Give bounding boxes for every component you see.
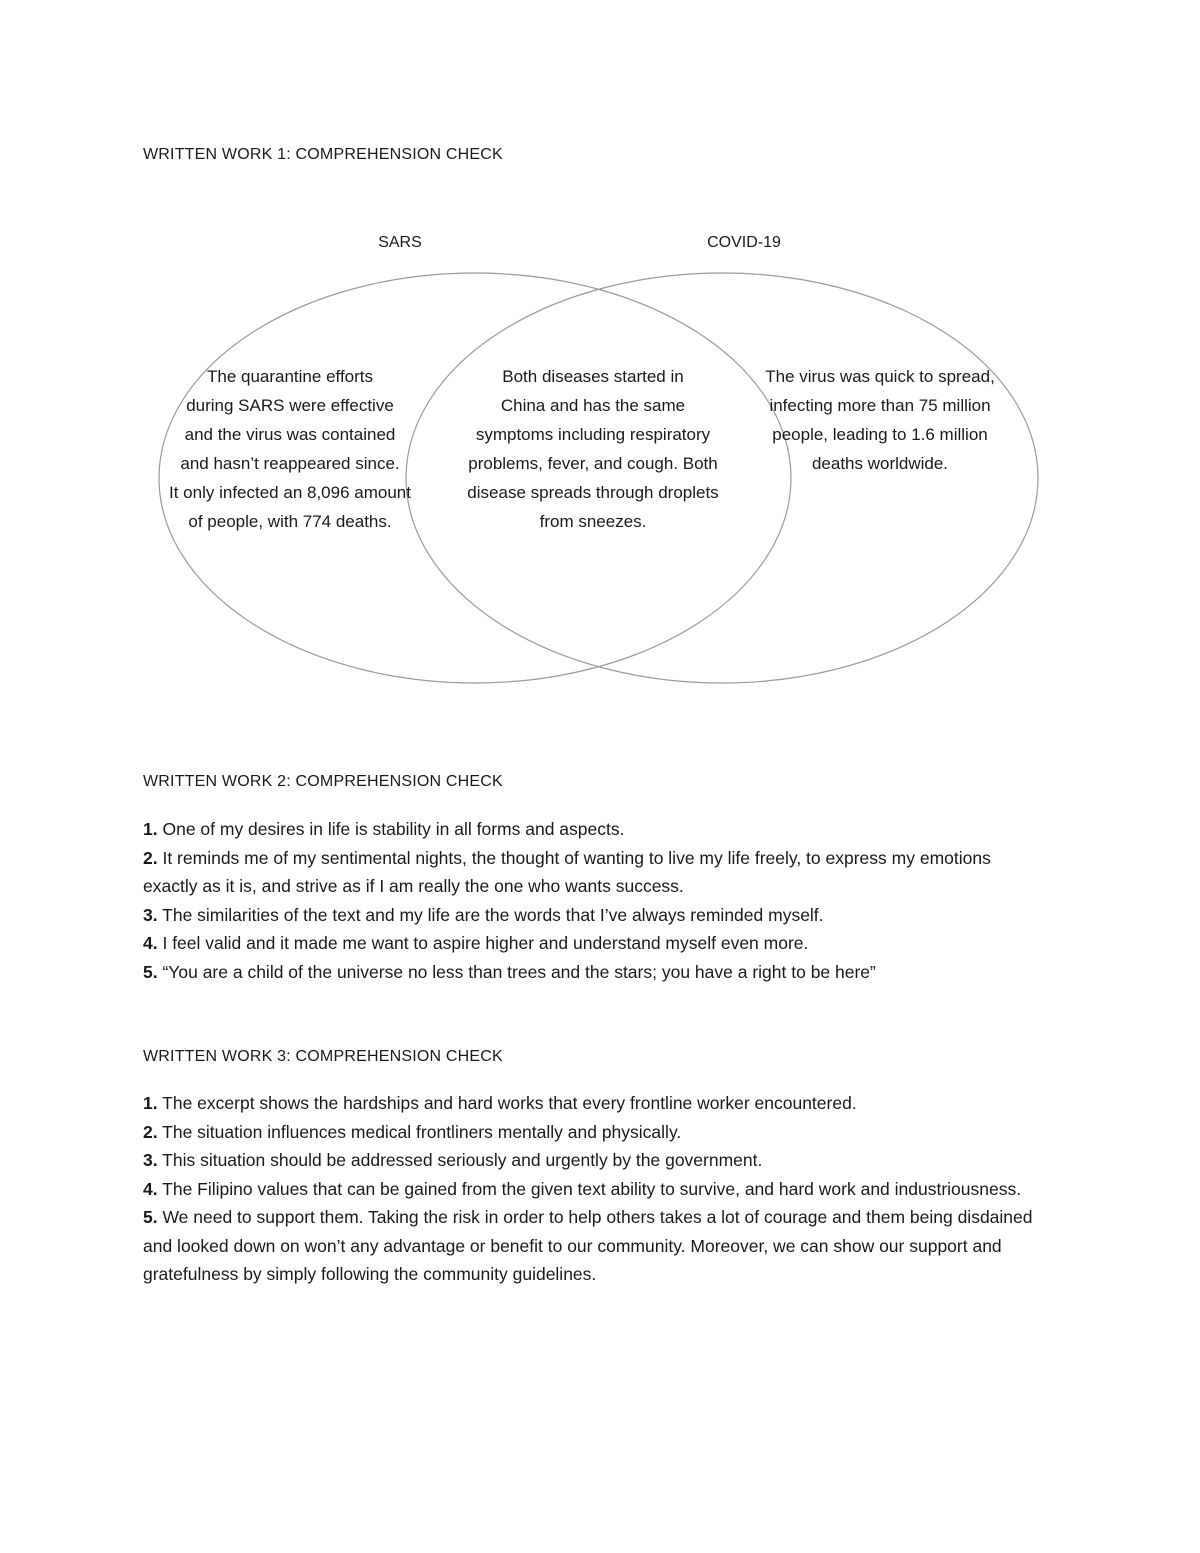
item-text: This situation should be addressed seriously and urgently by the government.: [157, 1150, 763, 1170]
list-item: [143, 1175, 1043, 1204]
shared-line: from sneezes.: [539, 512, 647, 531]
ww2-answer-list: [143, 815, 1043, 986]
venn-circles: [0, 0, 1200, 720]
ww3-answer-list: [143, 1089, 1043, 1289]
item-number: 4.: [143, 1178, 158, 1199]
item-number: 2.: [143, 1121, 158, 1142]
item-text: I feel valid and it made me want to aspire higher and understand myself even more.: [157, 933, 809, 953]
shared-line: problems, fever, and cough. Both: [468, 454, 718, 473]
ww3-heading: WRITTEN WORK 3: COMPREHENSION CHECK: [143, 1048, 503, 1065]
covid-line: infecting more than 75 million: [769, 396, 991, 415]
item-text: The similarities of the text and my life are the words that I’ve always reminded myself.: [157, 904, 824, 925]
item-number: 5.: [143, 1207, 158, 1227]
sars-only-text: [140, 362, 440, 536]
item-text: It reminds me of my sentimental nights, the thought of wanting to live my life freely, to express my emotions exactly as it is, and strive as if I am really the one who wants success.: [143, 847, 991, 896]
item-number: 3.: [143, 904, 158, 925]
covid-line: deaths worldwide.: [811, 454, 949, 473]
ww1-heading: WRITTEN WORK 1: COMPREHENSION CHECK: [143, 146, 503, 163]
shared-line: disease spreads through droplets: [467, 483, 719, 502]
covid-only-text: [730, 362, 1030, 478]
sars-label: SARS: [378, 234, 422, 251]
item-text: One of my desires in life is stability in all forms and aspects.: [157, 819, 625, 839]
list-item: [143, 1203, 1043, 1289]
item-text: We need to support them. Taking the risk in order to help others takes a lot of courage and them being disdained and looked down on won’t any advantage or benefit to our community. Moreover, we can show our support and gratefulness by simply following the community guidelines.: [143, 1207, 1033, 1284]
sars-line: The quarantine efforts: [206, 367, 373, 386]
covid-label: COVID-19: [707, 234, 781, 251]
item-number: 5.: [143, 961, 158, 982]
covid-line: people, leading to 1.6 million: [772, 425, 988, 444]
item-number: 1.: [143, 1093, 158, 1113]
item-number: 1.: [143, 819, 158, 839]
item-number: 4.: [143, 933, 158, 953]
covid-line: The virus was quick to spread,: [765, 367, 995, 386]
item-text: The excerpt shows the hardships and hard works that every frontline worker encountered.: [157, 1093, 857, 1113]
list-item: [143, 815, 1043, 844]
list-item: [143, 929, 1043, 958]
venn-diagram: [0, 0, 1200, 720]
item-text: The situation influences medical frontliners mentally and physically.: [157, 1121, 682, 1142]
sars-line: during SARS were effective: [186, 396, 394, 415]
list-item: [143, 1146, 1043, 1175]
sars-line: It only infected an 8,096 amount: [169, 483, 411, 502]
ww2-heading: WRITTEN WORK 2: COMPREHENSION CHECK: [143, 773, 503, 790]
list-item: [143, 958, 1043, 987]
shared-line: Both diseases started in: [502, 367, 684, 386]
shared-line: symptoms including respiratory: [475, 425, 711, 444]
sars-line: and hasn’t reappeared since.: [180, 454, 400, 473]
list-item: [143, 901, 1043, 930]
list-item: [143, 1089, 1043, 1118]
shared-line: China and has the same: [500, 396, 686, 415]
item-number: 2.: [143, 847, 158, 868]
list-item: [143, 844, 1043, 901]
sars-line: of people, with 774 deaths.: [188, 512, 392, 531]
sars-line: and the virus was contained: [184, 425, 396, 444]
list-item: [143, 1118, 1043, 1147]
item-text: The Filipino values that can be gained from the given text ability to survive, and hard work and industriousness.: [157, 1178, 1022, 1199]
shared-text: [440, 362, 746, 536]
item-number: 3.: [143, 1150, 158, 1170]
item-text: “You are a child of the universe no less than trees and the stars; you have a right to be here”: [157, 961, 876, 982]
